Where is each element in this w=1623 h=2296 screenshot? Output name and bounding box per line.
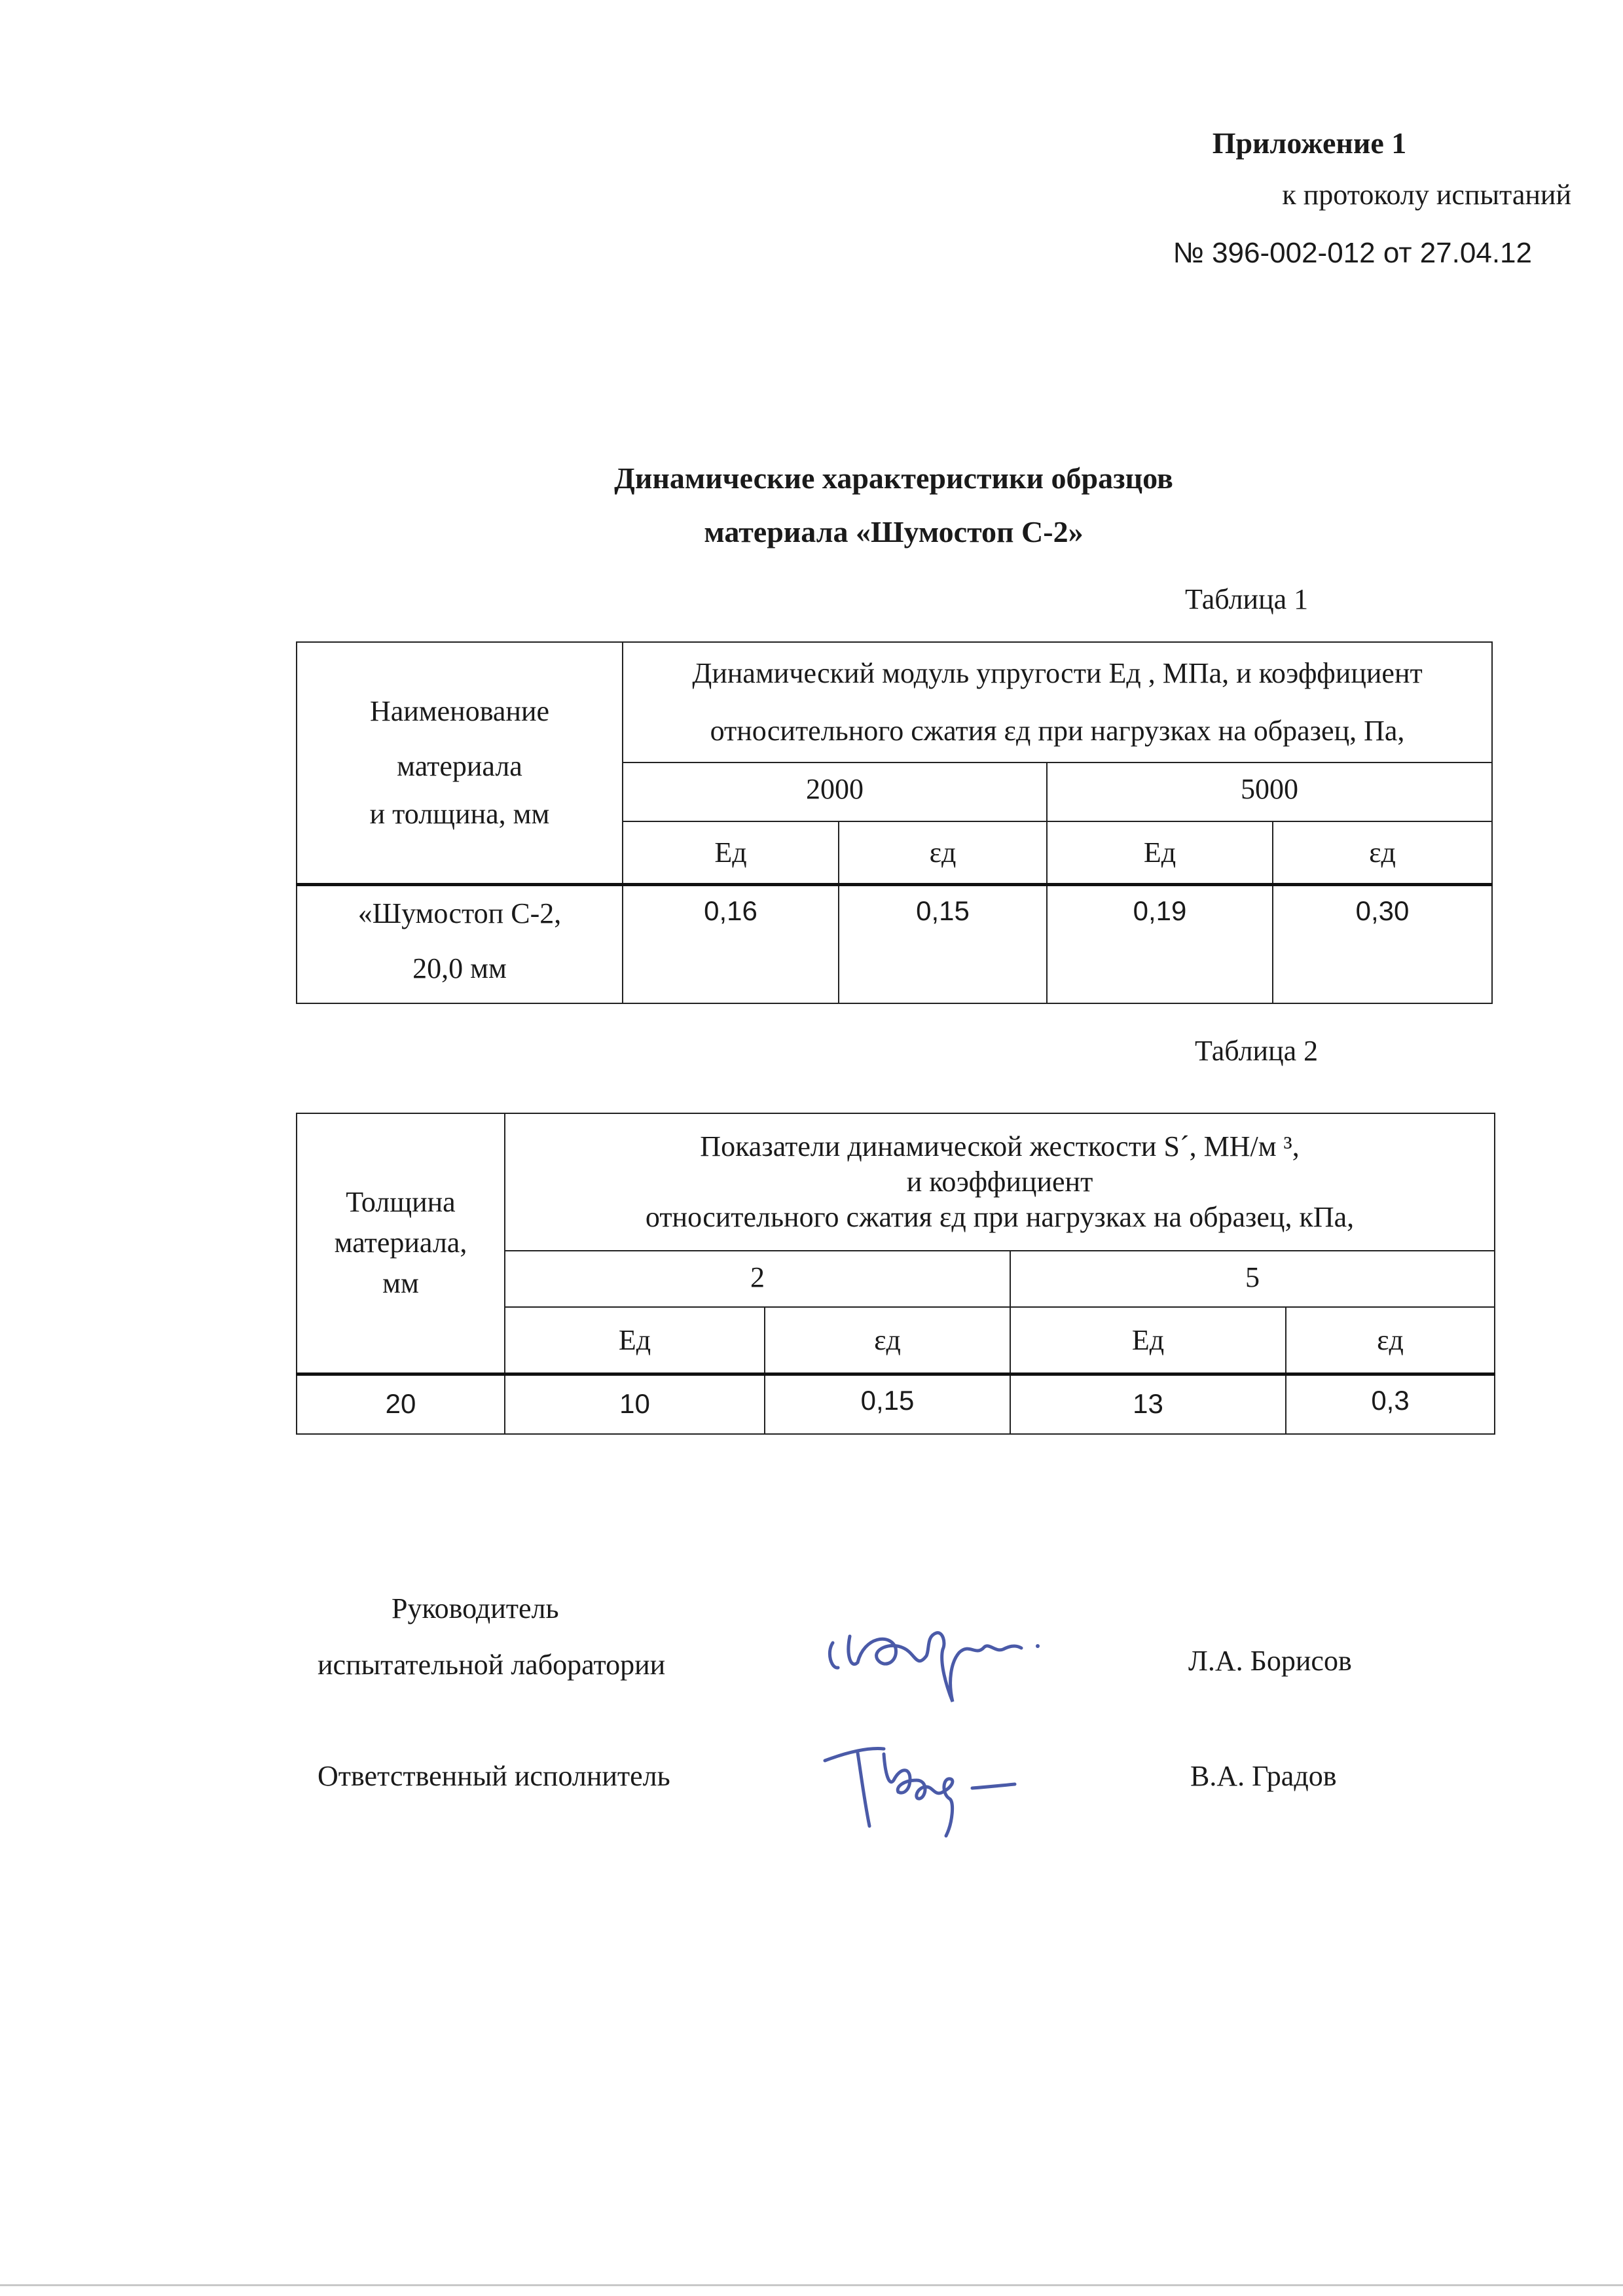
table-row <box>297 884 1492 1003</box>
table1-load-2000: 2000 <box>623 762 1047 821</box>
table2-cell-ed-2: 10 <box>505 1374 765 1434</box>
table1-subheader-ed-1: Ед <box>623 821 839 884</box>
table1-cell-ed-5000: 0,19 <box>1047 884 1273 1003</box>
table2-cell-eps-5: 0,3 <box>1286 1374 1495 1434</box>
table2-cell-eps-2: 0,15 <box>765 1374 1010 1434</box>
table1-subheader-ed-2: Ед <box>1047 821 1273 884</box>
table1-row-header-line-2: материала <box>397 749 522 782</box>
table1-group-header-line-2: относительного сжатия εд при нагрузках на образец, Па, <box>710 715 1405 747</box>
table1-subheader-eps-1: εд <box>839 821 1047 884</box>
table-row <box>297 1374 1495 1434</box>
table1-row-header-line-1: Наименование <box>369 695 550 728</box>
table2-group-header-line-2: и коэффициент <box>906 1166 1093 1198</box>
table2-thickness: 20 <box>297 1374 505 1434</box>
table2-row-header-cell <box>297 1113 505 1374</box>
table1-load-5000: 5000 <box>1047 762 1492 821</box>
head-title-line-1: Руководитель <box>392 1592 559 1624</box>
table2-row-header-line-1: Толщина <box>346 1186 456 1219</box>
table2-subheader-eps-1: εд <box>765 1307 1010 1374</box>
table2-row-header-line-2: материала, <box>334 1227 467 1259</box>
table1-row-header-cell <box>297 642 623 884</box>
document-title-line-2: материала «Шумостоп С-2» <box>704 515 1084 548</box>
table1-cell-ed-2000: 0,16 <box>623 884 839 1003</box>
table1-group-header <box>623 642 1492 762</box>
table1-cell-eps-2000: 0,15 <box>839 884 1047 1003</box>
table2-subheader-ed-1: Ед <box>505 1307 765 1374</box>
table2-group-header <box>505 1113 1495 1251</box>
table1 <box>296 641 1493 1004</box>
table2-cell-ed-5: 13 <box>1010 1374 1286 1434</box>
table1-subheader-eps-2: εд <box>1273 821 1492 884</box>
appendix-protocol-ref: к протоколу испытаний <box>1282 179 1571 211</box>
executor-signature <box>812 1715 1113 1846</box>
document-title <box>393 452 1395 559</box>
table1-group-header-line-1: Динамический модуль упругости Ед , МПа, и коэффициент <box>692 657 1423 689</box>
table2-group-header-line-3: относительного сжатия εд при нагрузках на образец, кПа, <box>645 1201 1355 1233</box>
head-title-line-2: испытательной лаборатории <box>318 1649 666 1681</box>
table2-group-header-line-1: Показатели динамической жесткости S´, МН/м ³, <box>700 1130 1300 1162</box>
table1-material-name <box>297 884 623 1003</box>
scan-edge-line <box>0 2284 1623 2286</box>
document-title-line-1: Динамические характеристики образцов <box>614 461 1173 495</box>
head-name: Л.А. Борисов <box>1188 1645 1352 1677</box>
table1-material-name-line-2: 20,0 мм <box>412 952 507 984</box>
table1-cell-eps-5000: 0,30 <box>1273 884 1492 1003</box>
table1-material-name-line-1: «Шумостоп С-2, <box>357 897 562 929</box>
table1-row-header-line-3: и толщина, мм <box>369 797 550 830</box>
table2-load-5: 5 <box>1010 1251 1495 1307</box>
table2-subheader-eps-2: εд <box>1286 1307 1495 1374</box>
table2-row-header-line-3: мм <box>382 1267 419 1300</box>
executor-title: Ответственный исполнитель <box>318 1760 670 1792</box>
head-signature <box>812 1571 1113 1715</box>
appendix-title: Приложение 1 <box>1212 126 1407 160</box>
table2-subheader-ed-2: Ед <box>1010 1307 1286 1374</box>
table2 <box>296 1113 1495 1435</box>
appendix-protocol-number: № 396-002-012 от 27.04.12 <box>1173 237 1532 269</box>
table2-load-2: 2 <box>505 1251 1010 1307</box>
executor-name: В.А. Градов <box>1190 1760 1337 1792</box>
table2-caption: Таблица 2 <box>1195 1035 1319 1067</box>
table1-caption: Таблица 1 <box>1185 583 1309 615</box>
